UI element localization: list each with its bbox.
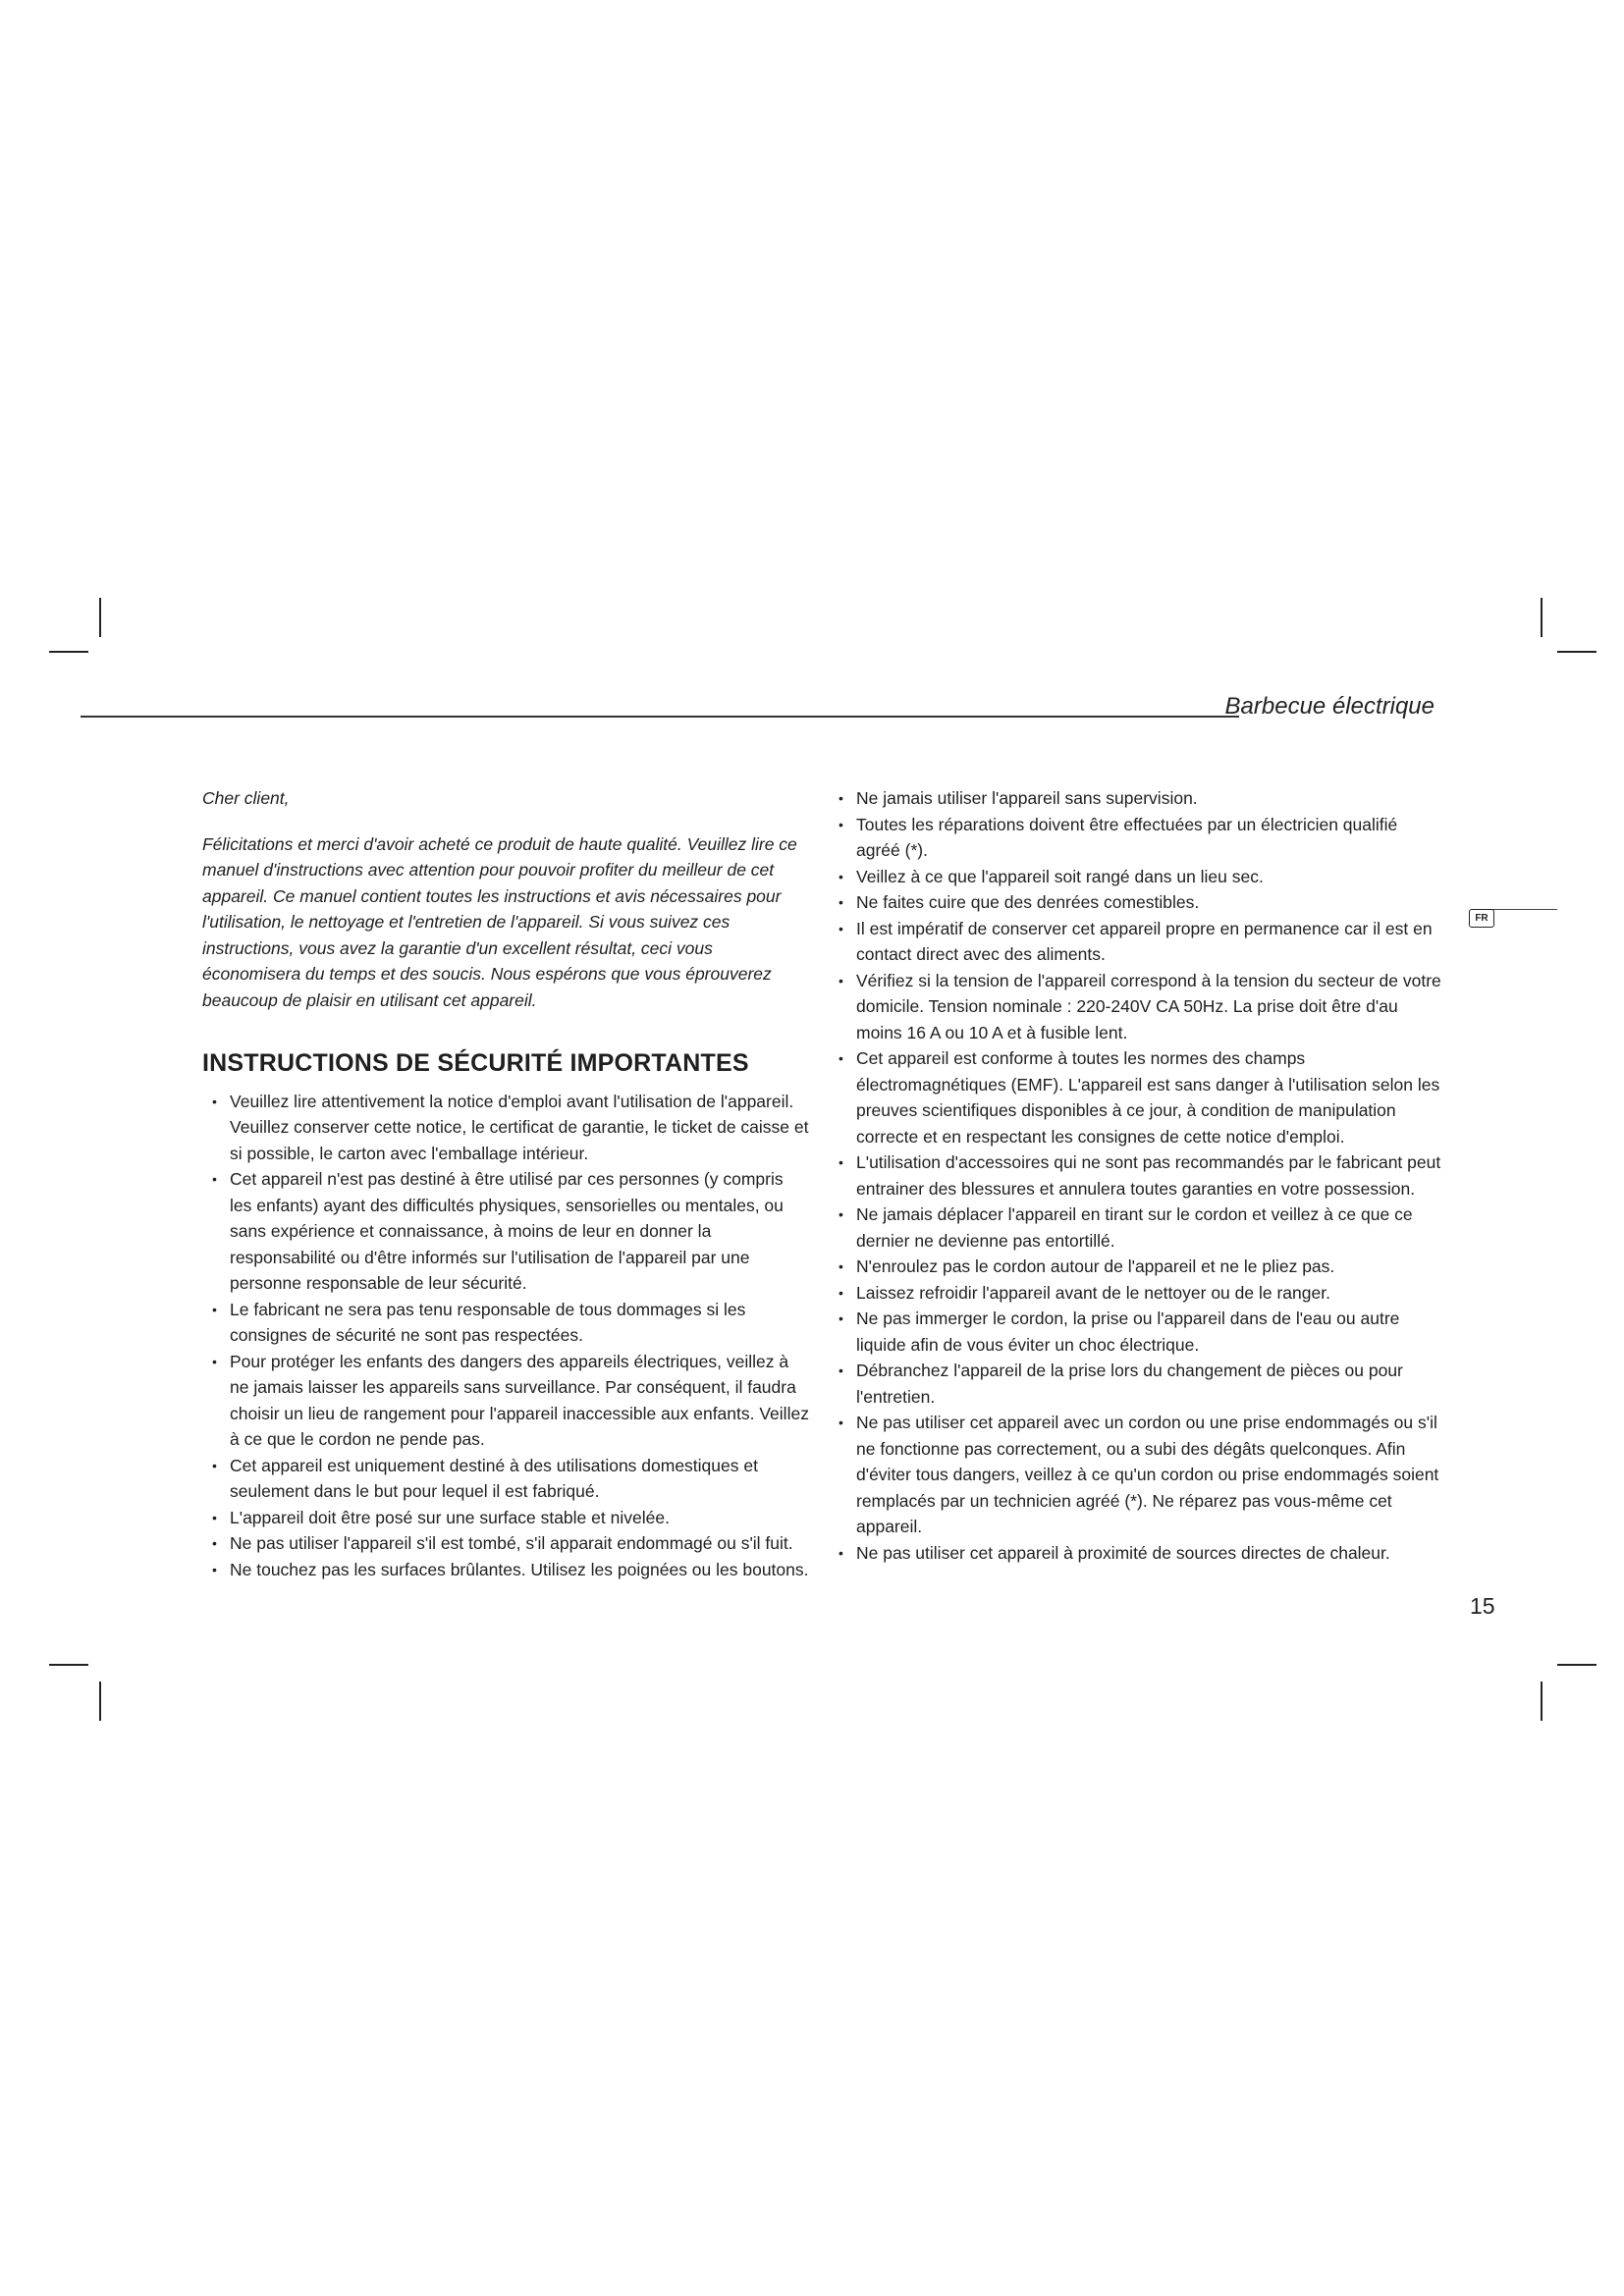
safety-list-left xyxy=(210,1089,809,1583)
safety-section-title: INSTRUCTIONS DE SÉCURITÉ IMPORTANTES xyxy=(202,1049,749,1077)
crop-mark-bottom-right-vertical xyxy=(1541,1682,1543,1721)
safety-item: • Ne pas immerger le cordon, la prise ou l'appareil dans de l'eau ou autre liquide afin de vous éviter un choc électrique. xyxy=(837,1306,1441,1358)
crop-mark-bottom-right-horizontal xyxy=(1557,1664,1597,1666)
right-column xyxy=(837,785,1441,1566)
page-number: 15 xyxy=(1470,1593,1495,1619)
language-tab-rule xyxy=(1492,909,1557,910)
safety-item: • L'appareil doit être posé sur une surface stable et nivelée. xyxy=(210,1505,809,1531)
safety-item: • Vérifiez si la tension de l'appareil correspond à la tension du secteur de votre domicile. Tension nominale : 220-240V CA 50Hz. La prise doit être d'au moins 16 A ou 10 A et à fusible lent. xyxy=(837,968,1441,1046)
safety-item: • Ne pas utiliser l'appareil s'il est tombé, s'il apparait endommagé ou s'il fuit. xyxy=(210,1530,809,1557)
safety-item: • Cet appareil n'est pas destiné à être utilisé par ces personnes (y compris les enfants) ayant des difficultés physiques, sensorielles ou mentales, ou sans expérience et connaissance, à moins de leur en donner la responsabilité ou d'être informés sur l'utilisation de l'appareil par une personne responsable de leur sécurité. xyxy=(210,1166,809,1297)
salutation: Cher client, xyxy=(202,788,290,808)
safety-item: • Débranchez l'appareil de la prise lors du changement de pièces ou pour l'entretien. xyxy=(837,1358,1441,1410)
safety-item: • Veillez à ce que l'appareil soit rangé dans un lieu sec. xyxy=(837,864,1441,890)
safety-item: • Ne jamais utiliser l'appareil sans supervision. xyxy=(837,785,1441,812)
language-badge: FR xyxy=(1469,909,1494,928)
safety-item: • Ne jamais déplacer l'appareil en tirant sur le cordon et veillez à ce que ce dernier ne devienne pas entortillé. xyxy=(837,1201,1441,1254)
safety-item: • Toutes les réparations doivent être effectuées par un électricien qualifié agréé (*). xyxy=(837,812,1441,864)
crop-mark-bottom-left-vertical xyxy=(99,1682,101,1721)
crop-mark-top-left-horizontal xyxy=(49,651,88,653)
safety-item: • Cet appareil est uniquement destiné à des utilisations domestiques et seulement dans le but pour lequel il est fabriqué. xyxy=(210,1453,809,1505)
safety-list-right xyxy=(837,785,1441,1566)
intro-paragraph: Félicitations et merci d'avoir acheté ce produit de haute qualité. Veuillez lire ce manuel d'instructions avec attention pour pouvoir profiter du meilleur de cet appareil. Ce manuel contient toutes les instructions et avis nécessaires pour l'utilisation, le nettoyage et l'entretien de l'appareil. Si vous suivez ces instructions, vous avez la garantie d'un excellent résultat, ceci vous économisera du temps et des soucis. Nous espérons que vous éprouverez beaucoup de plaisir en utilisant cet appareil. xyxy=(202,833,797,1010)
safety-item: • Ne pas utiliser cet appareil avec un cordon ou une prise endommagés ou s'il ne fonctionne pas correctement, ou a subi des dégâts quelconques. Afin d'éviter tous dangers, veillez à ce qu'un cordon ou prise endommagés soient remplacés par un technicien agréé (*). Ne réparez pas vous-même cet appareil. xyxy=(837,1410,1441,1540)
safety-item: • Laissez refroidir l'appareil avant de le nettoyer ou de le ranger. xyxy=(837,1280,1441,1307)
safety-item: • Ne touchez pas les surfaces brûlantes. Utilisez les poignées ou les boutons. xyxy=(210,1557,809,1583)
safety-item: • Veuillez lire attentivement la notice d'emploi avant l'utilisation de l'appareil. Veuillez conserver cette notice, le certificat de garantie, le ticket de caisse et si possible, le carton avec l'emballage intérieur. xyxy=(210,1089,809,1167)
safety-item: • Cet appareil est conforme à toutes les normes des champs électromagnétiques (EMF). L'appareil est sans danger à l'utilisation selon les preuves scientifiques disponibles à ce jour, à condition de manipulation correcte et en respectant les consignes de cette notice d'emploi. xyxy=(837,1045,1441,1149)
safety-item: • L'utilisation d'accessoires qui ne sont pas recommandés par le fabricant peut entrainer des blessures et annulera toutes garanties en votre possession. xyxy=(837,1149,1441,1201)
safety-item: • Ne faites cuire que des denrées comestibles. xyxy=(837,889,1441,916)
safety-item: • Il est impératif de conserver cet appareil propre en permanence car il est en contact direct avec des aliments. xyxy=(837,916,1441,968)
crop-mark-top-right-horizontal xyxy=(1557,651,1597,653)
safety-item: • Pour protéger les enfants des dangers des appareils électriques, veillez à ne jamais laisser les appareils sans surveillance. Par conséquent, il faudra choisir un lieu de rangement pour l'appareil inaccessible aux enfants. Veillez à ce que le cordon ne pende pas. xyxy=(210,1349,809,1453)
crop-mark-top-left-vertical xyxy=(99,598,101,637)
safety-item: • Le fabricant ne sera pas tenu responsable de tous dommages si les consignes de sécurité ne sont pas respectées. xyxy=(210,1297,809,1349)
header-title: Barbecue électrique xyxy=(1224,693,1435,720)
safety-item: • N'enroulez pas le cordon autour de l'appareil et ne le pliez pas. xyxy=(837,1254,1441,1280)
header-rule xyxy=(81,716,1239,718)
safety-item: • Ne pas utiliser cet appareil à proximité de sources directes de chaleur. xyxy=(837,1540,1441,1567)
crop-mark-top-right-vertical xyxy=(1541,598,1543,637)
crop-mark-bottom-left-horizontal xyxy=(49,1664,88,1666)
left-column xyxy=(202,785,809,1582)
